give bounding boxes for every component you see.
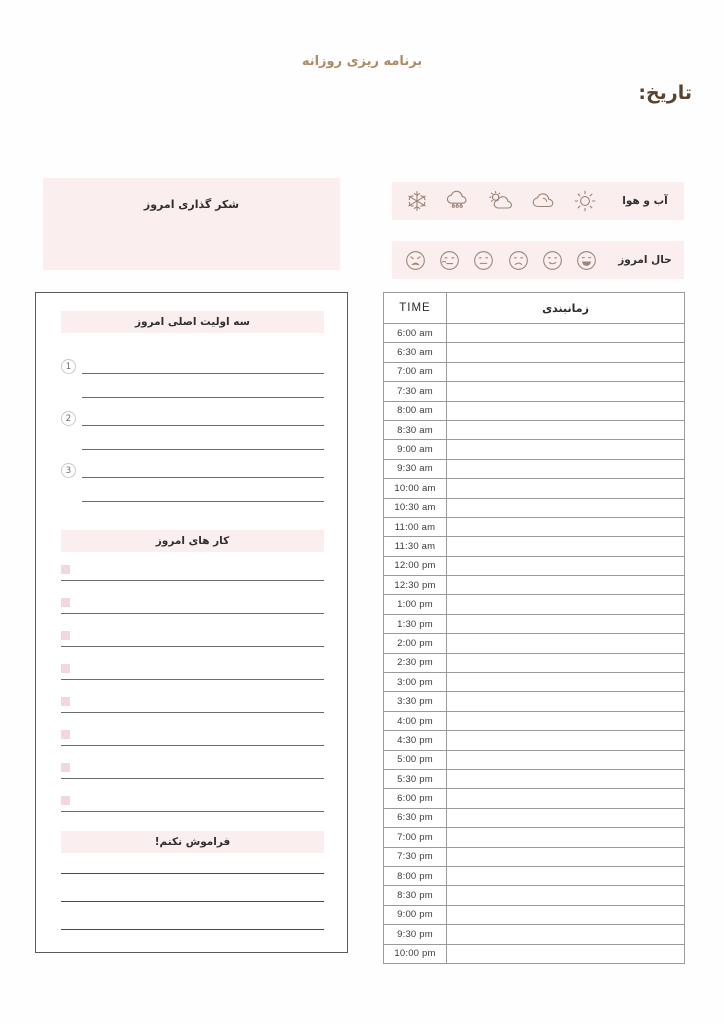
- priority-line-2b[interactable]: [82, 449, 324, 450]
- schedule-note-cell[interactable]: [447, 420, 685, 439]
- weather-label: آب و هوا: [622, 195, 668, 207]
- snowflake-icon[interactable]: [405, 189, 429, 213]
- schedule-time-cell: 1:00 pm: [384, 595, 447, 614]
- table-row: [384, 711, 685, 730]
- face-frown-icon[interactable]: [507, 249, 530, 272]
- task-line[interactable]: [61, 646, 324, 647]
- schedule-note-cell[interactable]: [447, 905, 685, 924]
- weather-icon-group: [392, 189, 606, 213]
- schedule-time-cell: 2:00 pm: [384, 634, 447, 653]
- schedule-time-cell: 1:30 pm: [384, 614, 447, 633]
- priorities-header: [61, 311, 324, 333]
- left-panel: [35, 292, 348, 953]
- priority-line-2a[interactable]: [82, 425, 324, 426]
- face-sleepy-icon[interactable]: [438, 249, 461, 272]
- table-row: [384, 847, 685, 866]
- priority-number-3: 3: [61, 463, 76, 478]
- schedule-time-cell: 10:30 am: [384, 498, 447, 517]
- priority-number-1: 1: [61, 359, 76, 374]
- task-checkbox[interactable]: [61, 730, 70, 739]
- table-row: [384, 343, 685, 362]
- task-row[interactable]: [61, 664, 324, 692]
- table-row: [384, 401, 685, 420]
- task-line[interactable]: [61, 745, 324, 746]
- table-row: [384, 537, 685, 556]
- schedule-time-cell: 8:30 pm: [384, 886, 447, 905]
- mood-icon-group: [392, 249, 606, 272]
- schedule-time-cell: 6:30 pm: [384, 808, 447, 827]
- task-checkbox[interactable]: [61, 697, 70, 706]
- schedule-note-cell[interactable]: [447, 362, 685, 381]
- schedule-note-cell[interactable]: [447, 769, 685, 788]
- task-row[interactable]: [61, 598, 324, 626]
- schedule-time-cell: 7:30 am: [384, 382, 447, 401]
- tasks-header: [61, 530, 324, 552]
- priority-number-2: 2: [61, 411, 76, 426]
- schedule-time-cell: 12:30 pm: [384, 576, 447, 595]
- schedule-time-cell: 12:00 pm: [384, 556, 447, 575]
- schedule-note-cell[interactable]: [447, 556, 685, 575]
- table-row: [384, 634, 685, 653]
- priority-line-1b[interactable]: [82, 397, 324, 398]
- schedule-note-cell[interactable]: [447, 479, 685, 498]
- mood-label: حال امروز: [618, 254, 672, 266]
- task-row[interactable]: [61, 763, 324, 791]
- schedule-note-cell[interactable]: [447, 847, 685, 866]
- task-line[interactable]: [61, 679, 324, 680]
- schedule-time-cell: 3:30 pm: [384, 692, 447, 711]
- priorities-title: سه اولیت اصلی امروز: [135, 316, 250, 328]
- schedule-note-header: زمانبندی: [447, 293, 685, 324]
- task-checkbox[interactable]: [61, 796, 70, 805]
- face-crying-icon[interactable]: [404, 249, 427, 272]
- schedule-note-cell[interactable]: [447, 673, 685, 692]
- table-row: [384, 382, 685, 401]
- schedule-time-cell: 9:30 am: [384, 459, 447, 478]
- schedule-head: [384, 293, 685, 324]
- schedule-time-cell: 9:30 pm: [384, 925, 447, 944]
- table-row: [384, 362, 685, 381]
- gratitude-title: شکر گذاری امروز: [143, 198, 240, 211]
- face-smile-icon[interactable]: [541, 249, 564, 272]
- schedule-time-cell: 4:30 pm: [384, 731, 447, 750]
- task-row[interactable]: [61, 697, 324, 725]
- schedule-time-cell: 10:00 pm: [384, 944, 447, 963]
- schedule-note-cell[interactable]: [447, 537, 685, 556]
- schedule-time-cell: 7:30 pm: [384, 847, 447, 866]
- remember-line[interactable]: [61, 873, 324, 874]
- schedule-time-cell: 5:00 pm: [384, 750, 447, 769]
- table-row: [384, 440, 685, 459]
- task-line[interactable]: [61, 778, 324, 779]
- task-row[interactable]: [61, 796, 324, 824]
- schedule-note-cell[interactable]: [447, 595, 685, 614]
- table-row: [384, 731, 685, 750]
- task-checkbox[interactable]: [61, 631, 70, 640]
- table-row: [384, 769, 685, 788]
- priority-line-3b[interactable]: [82, 501, 324, 502]
- schedule-note-cell[interactable]: [447, 614, 685, 633]
- partly-cloudy-icon[interactable]: [487, 189, 515, 213]
- schedule-note-cell[interactable]: [447, 459, 685, 478]
- table-row: [384, 653, 685, 672]
- schedule-note-cell[interactable]: [447, 731, 685, 750]
- table-row: [384, 595, 685, 614]
- schedule-time-cell: 4:00 pm: [384, 711, 447, 730]
- schedule-note-cell[interactable]: [447, 401, 685, 420]
- remember-line[interactable]: [61, 901, 324, 902]
- schedule-note-cell[interactable]: [447, 944, 685, 963]
- table-row: [384, 944, 685, 963]
- schedule-time-cell: 6:00 pm: [384, 789, 447, 808]
- schedule-note-cell[interactable]: [447, 440, 685, 459]
- schedule-time-cell: 11:00 am: [384, 517, 447, 536]
- page-title: برنامه ریزی روزانه: [301, 54, 423, 69]
- table-row: [384, 576, 685, 595]
- schedule-note-cell[interactable]: [447, 886, 685, 905]
- task-line[interactable]: [61, 811, 324, 812]
- table-row: [384, 925, 685, 944]
- date-label[interactable]: تاریخ:: [638, 82, 692, 104]
- schedule-note-cell[interactable]: [447, 498, 685, 517]
- schedule-note-cell[interactable]: [447, 808, 685, 827]
- table-row: [384, 789, 685, 808]
- task-checkbox[interactable]: [61, 565, 70, 574]
- table-row: [384, 324, 685, 343]
- table-row: [384, 692, 685, 711]
- table-row: [384, 614, 685, 633]
- schedule-note-cell[interactable]: [447, 866, 685, 885]
- task-line[interactable]: [61, 580, 324, 581]
- schedule-note-cell[interactable]: [447, 324, 685, 343]
- schedule-note-cell[interactable]: [447, 692, 685, 711]
- sun-icon[interactable]: [573, 189, 597, 213]
- schedule-note-cell[interactable]: [447, 576, 685, 595]
- table-row: [384, 420, 685, 439]
- table-row: [384, 673, 685, 692]
- schedule-note-cell[interactable]: [447, 634, 685, 653]
- remember-header: [61, 831, 324, 853]
- schedule-header-row: [384, 293, 685, 324]
- schedule-time-cell: 10:00 am: [384, 479, 447, 498]
- schedule-note-cell[interactable]: [447, 789, 685, 808]
- table-row: [384, 498, 685, 517]
- task-row[interactable]: [61, 565, 324, 593]
- priority-line-1a[interactable]: [82, 373, 324, 374]
- schedule-time-cell: 7:00 am: [384, 362, 447, 381]
- task-checkbox[interactable]: [61, 664, 70, 673]
- schedule-time-cell: 11:30 am: [384, 537, 447, 556]
- schedule-body: [384, 324, 685, 964]
- schedule-time-cell: 8:00 am: [384, 401, 447, 420]
- schedule-note-cell[interactable]: [447, 750, 685, 769]
- schedule-note-cell[interactable]: [447, 653, 685, 672]
- cloud-icon[interactable]: [530, 189, 558, 213]
- remember-line[interactable]: [61, 929, 324, 930]
- rain-cloud-icon[interactable]: [444, 189, 472, 213]
- task-row[interactable]: [61, 631, 324, 659]
- schedule-note-cell[interactable]: [447, 828, 685, 847]
- schedule-note-cell[interactable]: [447, 382, 685, 401]
- schedule-note-cell[interactable]: [447, 711, 685, 730]
- table-row: [384, 886, 685, 905]
- schedule-time-cell: 8:00 pm: [384, 866, 447, 885]
- schedule-table: [383, 292, 685, 964]
- table-row: [384, 750, 685, 769]
- schedule-time-cell: 8:30 am: [384, 420, 447, 439]
- schedule-time-header: TIME: [384, 293, 447, 324]
- schedule-time-cell: 9:00 pm: [384, 905, 447, 924]
- schedule-time-cell: 2:30 pm: [384, 653, 447, 672]
- remember-title: فراموش نکنم!: [154, 836, 231, 848]
- schedule-time-cell: 3:00 pm: [384, 673, 447, 692]
- schedule-time-cell: 6:30 am: [384, 343, 447, 362]
- schedule-note-cell[interactable]: [447, 925, 685, 944]
- task-row[interactable]: [61, 730, 324, 758]
- face-laughing-icon[interactable]: [575, 249, 598, 272]
- table-row: [384, 828, 685, 847]
- table-row: [384, 517, 685, 536]
- schedule-note-cell[interactable]: [447, 517, 685, 536]
- table-row: [384, 808, 685, 827]
- schedule-time-cell: 5:30 pm: [384, 769, 447, 788]
- weather-strip: [392, 182, 684, 220]
- priority-line-3a[interactable]: [82, 477, 324, 478]
- schedule-note-cell[interactable]: [447, 343, 685, 362]
- face-neutral-icon[interactable]: [472, 249, 495, 272]
- task-line[interactable]: [61, 712, 324, 713]
- schedule-time-cell: 9:00 am: [384, 440, 447, 459]
- task-checkbox[interactable]: [61, 763, 70, 772]
- gratitude-box[interactable]: [43, 178, 340, 270]
- table-row: [384, 479, 685, 498]
- table-row: [384, 866, 685, 885]
- table-row: [384, 459, 685, 478]
- task-line[interactable]: [61, 613, 324, 614]
- mood-strip: [392, 241, 684, 279]
- schedule-time-cell: 7:00 pm: [384, 828, 447, 847]
- tasks-title: کار های امروز: [155, 535, 230, 547]
- schedule-time-cell: 6:00 am: [384, 324, 447, 343]
- table-row: [384, 556, 685, 575]
- task-checkbox[interactable]: [61, 598, 70, 607]
- table-row: [384, 905, 685, 924]
